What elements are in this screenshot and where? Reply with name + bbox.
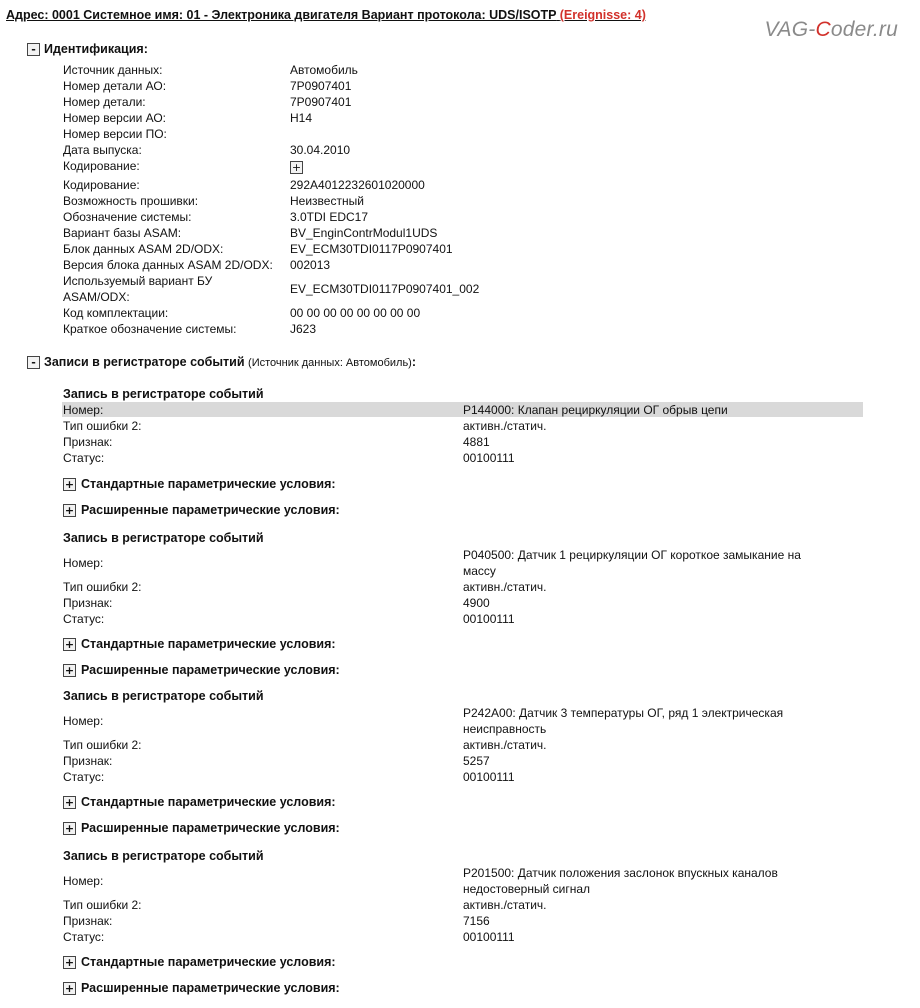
event-attr: 4900 [463,596,490,610]
events-source: (Источник данных: Автомобиль) [248,357,412,369]
event-type: активн./статич. [463,738,547,752]
expand-std-params-button[interactable]: + [64,796,75,810]
id-value: 00 00 00 00 00 00 00 00 [290,306,421,320]
std-params-row [63,477,336,491]
expand-ext-params-button[interactable]: + [64,982,75,996]
event-status: 00100111 [463,451,515,465]
event-status: 00100111 [463,930,515,944]
ext-params-label: Расширенные параметрические условия: [81,503,340,517]
event-type: активн./статич. [463,898,547,912]
site-logo: VAG-Coder.ru [764,18,898,41]
id-label: Версия блока данных ASAM 2D/ODX: [63,258,273,272]
event-code: P144000: Клапан рециркуляции ОГ обрыв цепи [463,403,728,417]
id-label: Возможность прошивки: [63,194,199,208]
event-record-title: Запись в регистраторе событий [63,689,264,703]
id-label: Краткое обозначение системы: [63,322,237,336]
event-number-label: Номер: [63,403,104,417]
expand-ext-params-button[interactable]: + [64,664,75,678]
events-count-link[interactable]: (Ereignisse: 4) [559,8,646,22]
id-value: 3.0TDI EDC17 [290,210,369,224]
std-params-label: Стандартные параметрические условия: [81,955,336,969]
std-params-row [63,795,336,809]
event-type: активн./статич. [463,419,547,433]
id-value: H14 [290,111,313,125]
event-number-label: Номер: [63,714,104,728]
event-status-label: Статус: [63,612,105,626]
event-code: P242A00: Датчик 3 температуры ОГ, ряд 1 электрическая [463,706,784,720]
id-label: Источник данных: [63,63,163,77]
event-record-title: Запись в регистраторе событий [63,531,264,545]
identification-title: Идентификация: [44,42,148,56]
id-value: 292A4012232601020000 [290,178,425,192]
expand-std-params-button[interactable]: + [64,956,75,970]
collapse-identification-button[interactable]: - [27,43,40,56]
expand-ext-params-button[interactable]: + [64,504,75,518]
std-params-row [63,637,336,651]
event-attr: 7156 [463,914,490,928]
event-status-label: Статус: [63,451,105,465]
id-label: Номер версии ПО: [63,127,167,141]
event-number-label: Номер: [63,874,104,888]
id-label: Код комплектации: [63,306,169,320]
event-status-label: Статус: [63,770,105,784]
events-title: Записи в регистраторе событий [44,355,245,369]
event-type-label: Тип ошибки 2: [63,419,142,433]
ext-params-label: Расширенные параметрические условия: [81,981,340,995]
id-value: EV_ECM30TDI0117P0907401 [290,242,453,256]
id-label: Блок данных ASAM 2D/ODX: [63,242,224,256]
id-value: Неизвестный [290,194,364,208]
event-status: 00100111 [463,770,515,784]
event-code: P201500: Датчик положения заслонок впускных каналов [463,866,778,880]
std-params-label: Стандартные параметрические условия: [81,637,336,651]
event-attr-label: Признак: [63,754,113,768]
event-attr-label: Признак: [63,435,113,449]
event-type-label: Тип ошибки 2: [63,738,142,752]
ext-params-row [63,663,340,677]
address-title: Адрес: 0001 Системное имя: 01 - Электроника двигателя Вариант протокола: UDS/ISOTP [6,8,557,22]
event-attr: 5257 [463,754,490,768]
event-code: P040500: Датчик 1 рециркуляции ОГ короткое замыкание на [463,548,801,562]
id-label: Номер версии АО: [63,111,167,125]
event-code-cont: массу [463,564,496,578]
id-label: Кодирование: [63,178,140,192]
id-value: EV_ECM30TDI0117P0907401_002 [290,282,480,296]
collapse-events-button[interactable]: - [27,356,40,369]
expand-std-params-button[interactable]: + [64,638,75,652]
id-value: 7P0907401 [290,95,352,109]
address-header [6,8,646,22]
event-record-title: Запись в регистраторе событий [63,387,264,401]
id-label: Используемый вариант БУ [63,274,213,288]
std-params-label: Стандартные параметрические условия: [81,477,336,491]
id-label: Номер детали: [63,95,146,109]
event-type-label: Тип ошибки 2: [63,580,142,594]
event-number-label: Номер: [63,556,104,570]
id-value: J623 [290,322,317,336]
event-attr-label: Признак: [63,596,113,610]
id-value: BV_EnginContrModul1UDS [290,226,438,240]
event-status: 00100111 [463,612,515,626]
id-value: 7P0907401 [290,79,352,93]
id-value: 002013 [290,258,331,272]
event-attr-label: Признак: [63,914,113,928]
id-label: Вариант базы ASAM: [63,226,182,240]
ext-params-label: Расширенные параметрические условия: [81,663,340,677]
ext-params-label: Расширенные параметрические условия: [81,821,340,835]
id-label: Номер детали АО: [63,79,167,93]
expand-coding-button[interactable]: + [291,161,302,175]
id-label: ASAM/ODX: [63,290,130,304]
event-status-label: Статус: [63,930,105,944]
id-label: Обозначение системы: [63,210,192,224]
expand-coding-wrap [290,159,303,175]
id-label: Дата выпуска: [63,143,142,157]
ext-params-row [63,981,340,995]
ext-params-row [63,821,340,835]
expand-ext-params-button[interactable]: + [64,822,75,836]
expand-std-params-button[interactable]: + [64,478,75,492]
id-value: Автомобиль [290,63,358,77]
event-record-title: Запись в регистраторе событий [63,849,264,863]
ext-params-row [63,503,340,517]
std-params-label: Стандартные параметрические условия: [81,795,336,809]
identification-section-title [27,42,148,56]
event-type-label: Тип ошибки 2: [63,898,142,912]
event-code-cont: неисправность [463,722,547,736]
std-params-row [63,955,336,969]
events-section-title: - Записи в регистраторе событий (Источник данных: Автомобиль): [27,355,416,369]
event-attr: 4881 [463,435,490,449]
id-label: Кодирование: [63,159,140,173]
event-code-cont: недостоверный сигнал [463,882,591,896]
id-value: 30.04.2010 [290,143,351,157]
event-type: активн./статич. [463,580,547,594]
